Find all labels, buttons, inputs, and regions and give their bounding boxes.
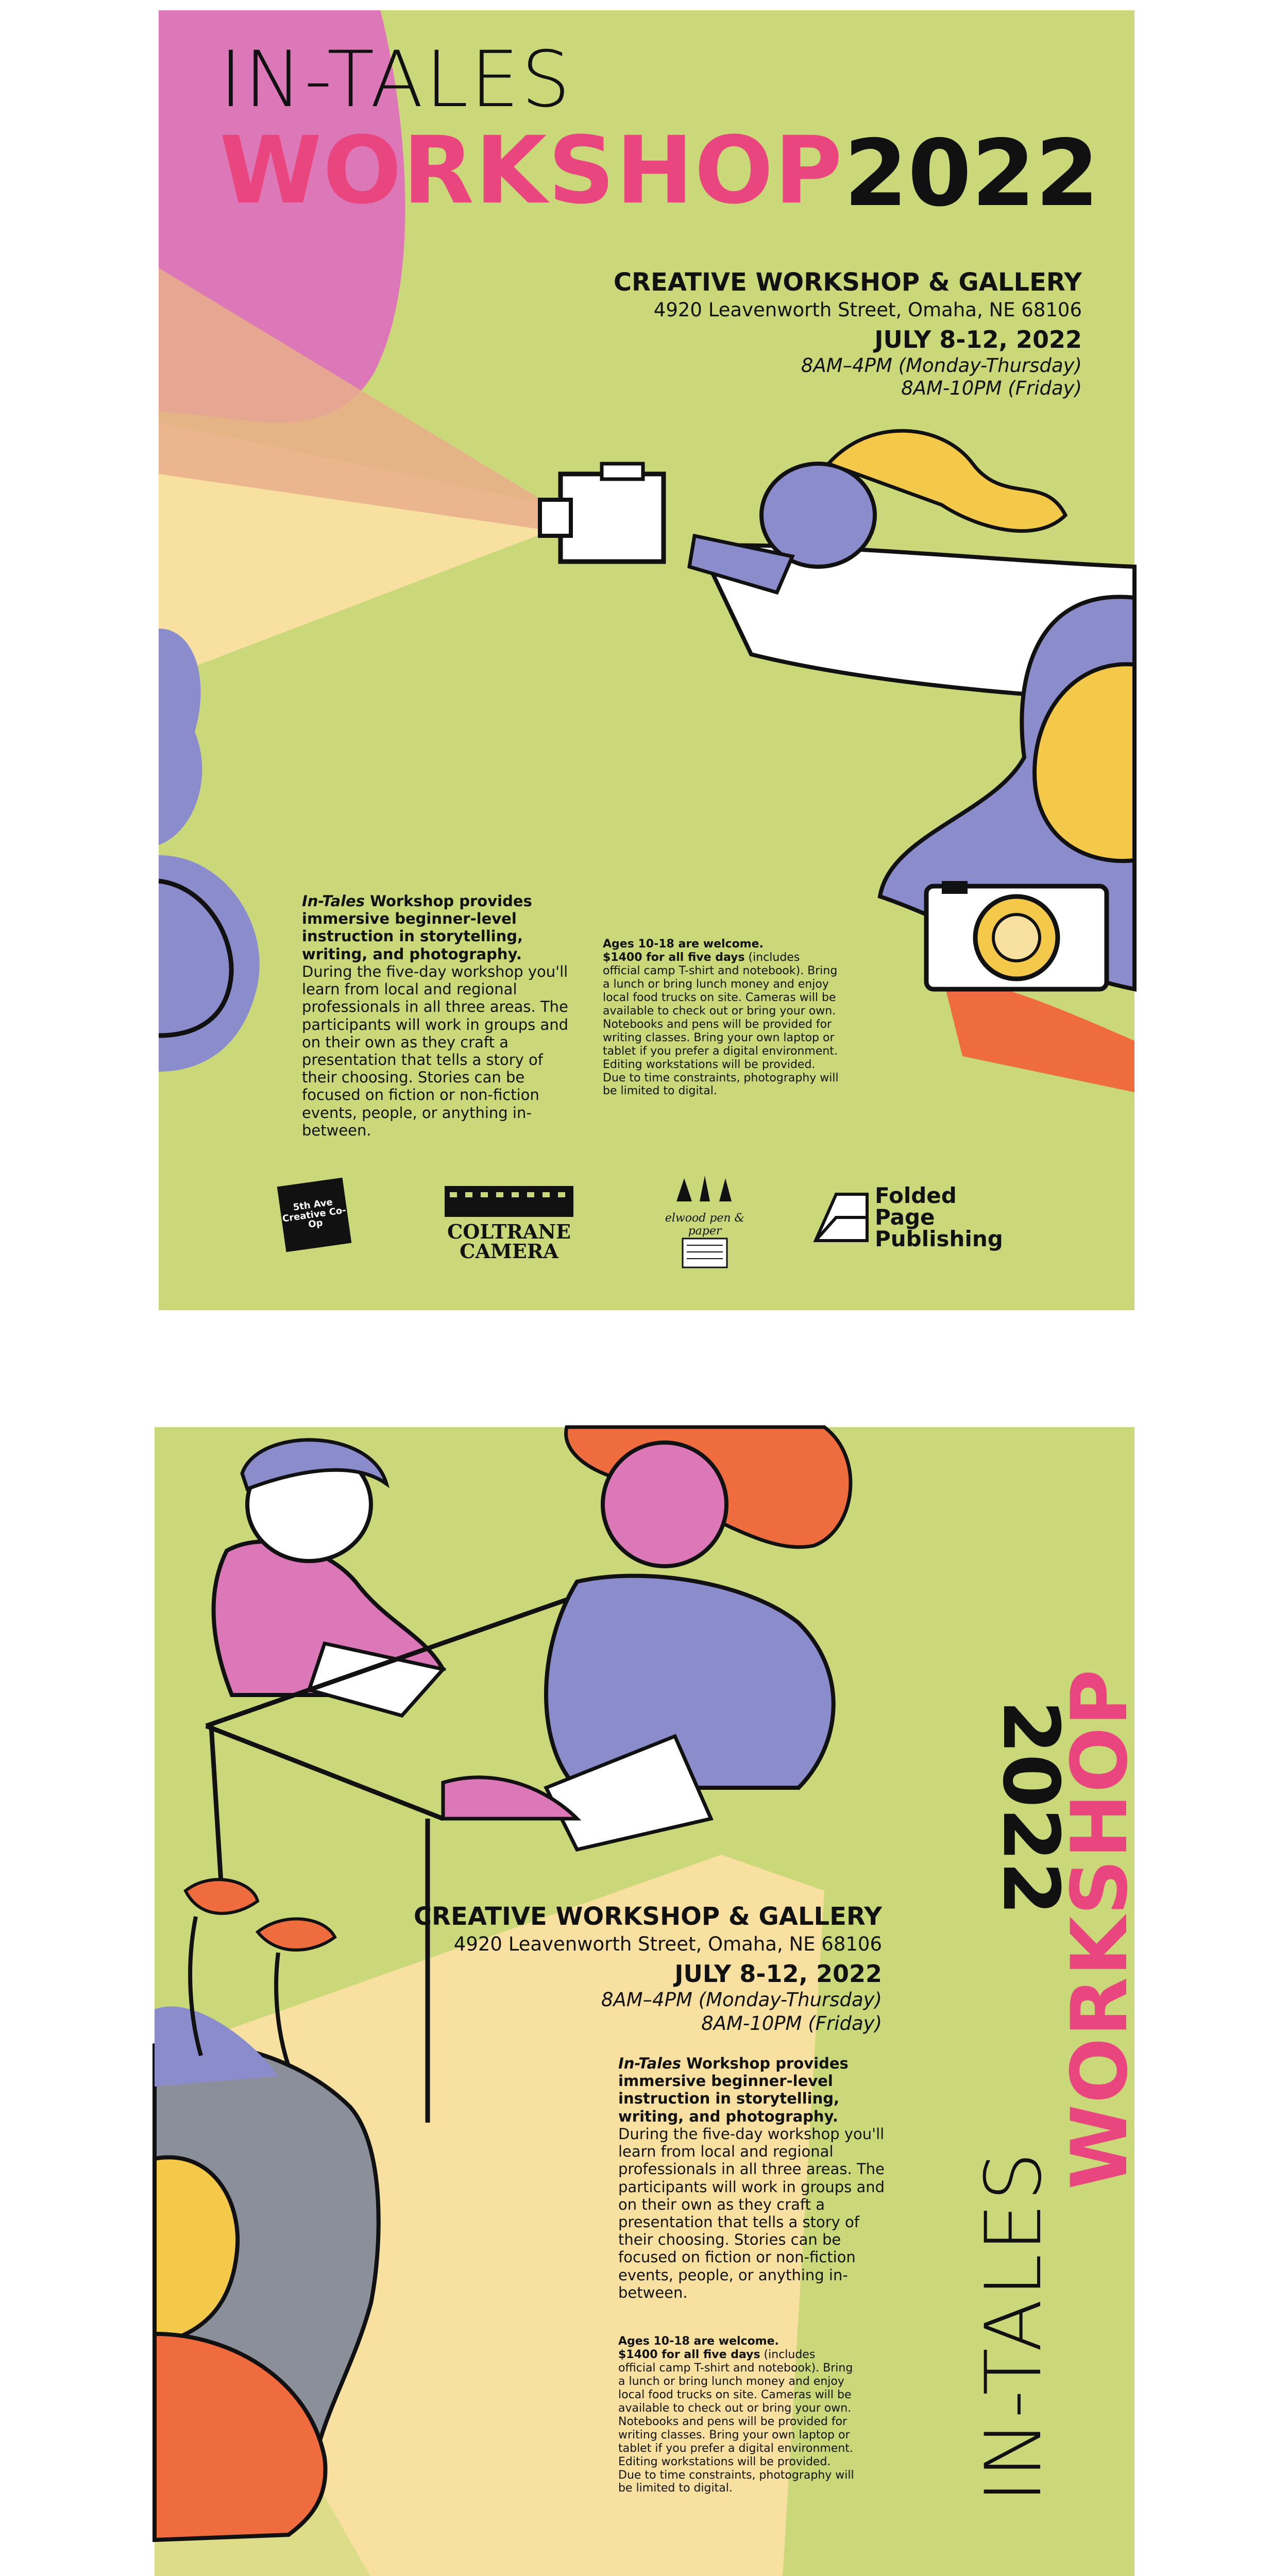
hours-friday: 8AM-10PM (Friday) [901,377,1082,399]
event-dates: JULY 8-12, 2022 [674,1960,882,1988]
description-body: During the five-day workshop you'll learn from local and regional professionals in all three areas. The participants will work in groups and on their own as they craft a presentation that tells a story of their choosing. Stories can be focused on fiction or non-fiction events, people, or anything in-between. [302,962,569,1139]
pricing-details: (includes official camp T-shirt and notebook). Bring a lunch or bring lunch money and enjoy local food trucks on site. Cameras will be available to check out or bring your own. Notebooks and pens will be provided for writing classes. Bring your own laptop or tablet if you prefer a digital environment. Editing workstations will be provided. Due to time constraints, photography will be limited to digital. [618,2348,854,2495]
publishing-text: Publishing [875,1226,1003,1251]
hours-weekday: 8AM–4PM (Monday-Thursday) [601,1989,882,2011]
venue-address: 4920 Leavenworth Street, Omaha, NE 68106 [453,1933,882,1955]
pricing-paragraph [603,938,840,1098]
description-program-name: In-Tales [618,2055,681,2072]
folded-page-logo [813,1183,1009,1251]
title-workshop: WORKSHOP [1055,1668,1145,2190]
venue-name: CREATIVE WORKSHOP & GALLERY [613,268,1082,297]
event-dates: JULY 8-12, 2022 [874,326,1082,353]
description-program-name: In-Tales [302,892,365,910]
pen-nib-icon [674,1176,736,1212]
title-in-tales: IN-TALES [969,2150,1059,2503]
ages-line: Ages 10-18 are welcome. [618,2335,779,2348]
pricing-paragraph [618,2335,855,2495]
notepad-icon [682,1238,728,1268]
title-in-tales: IN-TALES [219,35,572,125]
poster-version-2 [155,1427,1145,2576]
hours-friday: 8AM-10PM (Friday) [701,2012,882,2035]
venue-name: CREATIVE WORKSHOP & GALLERY [413,1902,882,1931]
camera-text: CAMERA [460,1240,558,1263]
left-partial-figure [159,629,260,1072]
boy-writing-figure [214,1440,443,1716]
film-strip-icon [445,1181,573,1222]
coltrane-text: COLTRANE [447,1220,571,1243]
coop-logo [278,1179,350,1251]
description-paragraph [618,2055,886,2301]
elwood-logo [653,1176,756,1268]
description-lead: Workshop provides immersive beginner-level instruction in storytelling, writing, and photography. [618,2055,849,2125]
description-paragraph [302,892,570,1139]
title-year: 2022 [986,1700,1075,1916]
title-year: 2022 [844,120,1099,227]
hours-weekday: 8AM–4PM (Monday-Thursday) [801,354,1082,377]
elwood-text: elwood pen & paper [665,1212,745,1238]
folded-page-icon [813,1189,870,1246]
description-lead: Workshop provides immersive beginner-level instruction in storytelling, writing, and photography. [302,892,532,963]
folded-page-text: Folded Page [875,1183,957,1230]
description-body: During the five-day workshop you'll learn from local and regional professionals in all three areas. The participants will work in groups and on their own as they craft a presentation that tells a story of their choosing. Stories can be focused on fiction or non-fiction events, people, or anything in-between. [618,2125,885,2301]
coltrane-camera-logo [442,1172,576,1270]
venue-address: 4920 Leavenworth Street, Omaha, NE 68106 [653,299,1082,321]
pricing-details: (includes official camp T-shirt and notebook). Bring a lunch or bring lunch money and enjoy local food trucks on site. Cameras will be available to check out or bring your own. Notebooks and pens will be provided for writing classes. Bring your own laptop or tablet if you prefer a digital environment. Editing workstations will be provided. Due to time constraints, photography will be limited to digital. [603,951,839,1098]
ages-line: Ages 10-18 are welcome. [603,938,764,951]
poster-version-1 [159,10,1134,1310]
coop-logo-text: 5th Ave Creative Co-Op [277,1178,352,1252]
price-line: $1400 for all five days [618,2348,760,2361]
girl-red-hair-figure [443,1427,851,1850]
price-line: $1400 for all five days [603,951,745,964]
title-workshop: WORKSHOP [219,117,843,225]
